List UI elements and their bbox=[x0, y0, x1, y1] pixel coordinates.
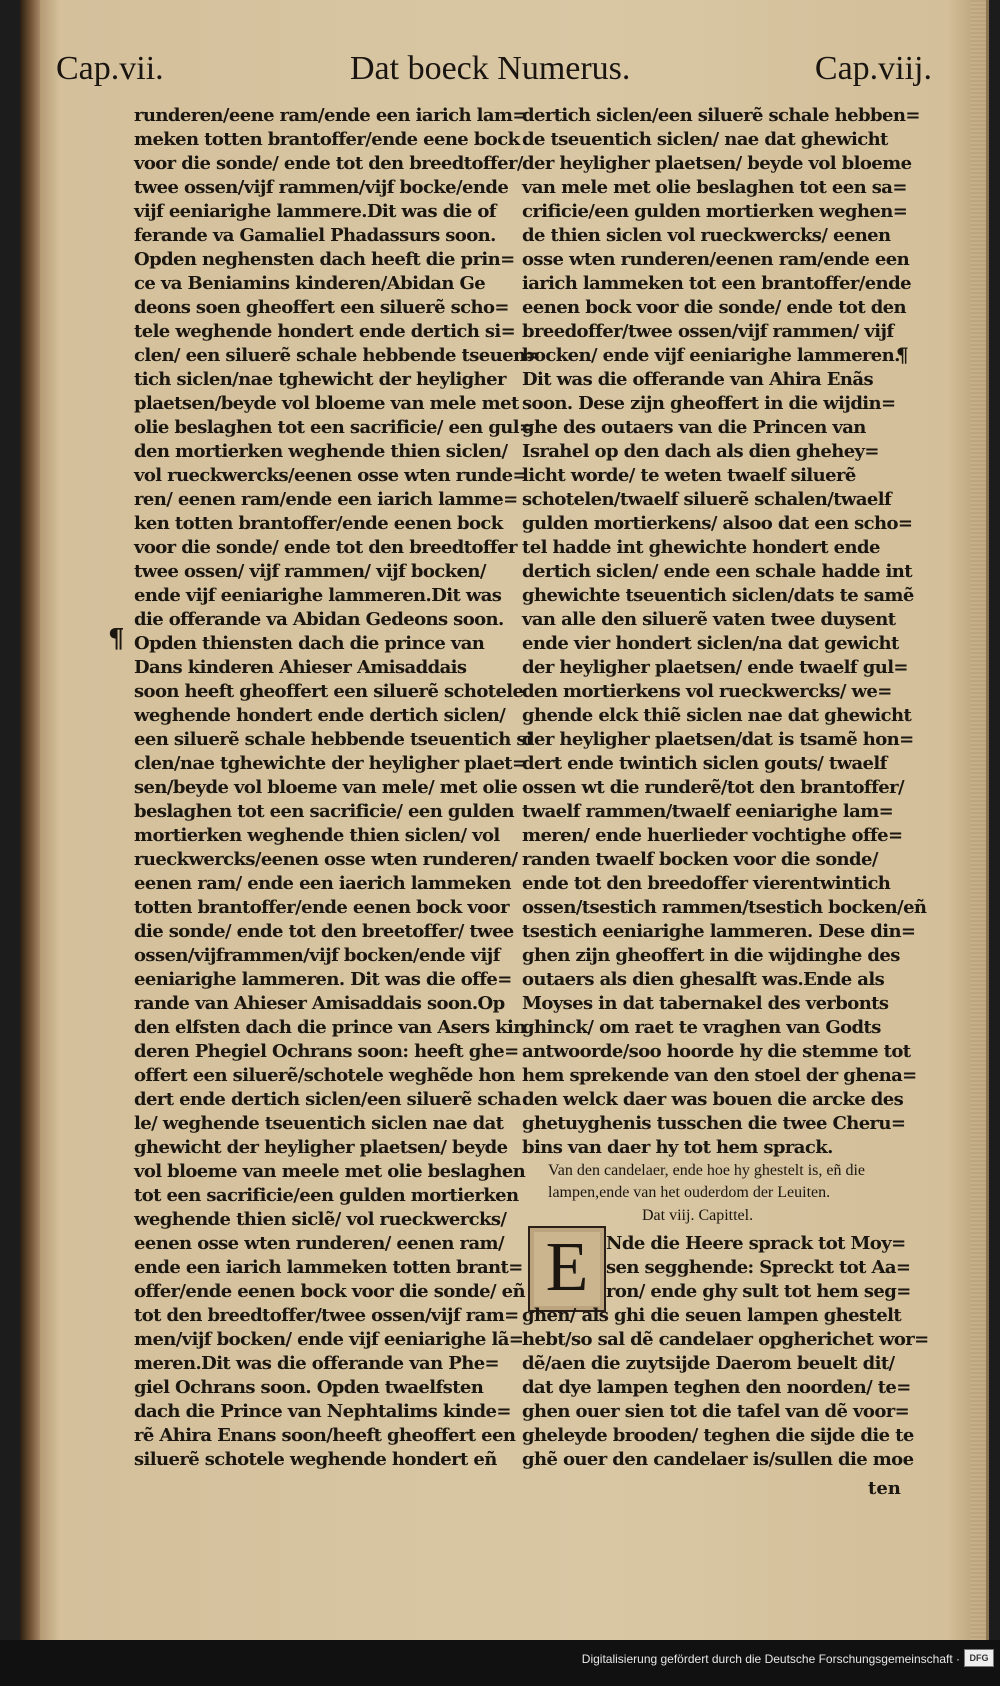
text-line: ron/ ende ghy sult tot hem seg= bbox=[606, 1281, 911, 1302]
text-line: den elfsten dach die prince van Asers kin bbox=[134, 1017, 526, 1038]
text-line: Opden neghensten dach heeft die prin= bbox=[134, 249, 515, 270]
text-line: gulden mortierkens/ alsoo dat een scho= bbox=[522, 513, 913, 534]
text-line: die offerande va Abidan Gedeons soon. bbox=[134, 609, 504, 630]
header-book-title: Dat boeck Numerus. bbox=[350, 50, 631, 87]
text-line: soon. Dese zijn gheoffert in die wijdin= bbox=[522, 393, 896, 414]
text-line: den mortierken weghende thien siclen/ bbox=[134, 441, 508, 462]
text-line: eenen osse wten runderen/ eenen ram/ bbox=[134, 1233, 504, 1254]
text-line: randen twaelf bocken voor die sonde/ bbox=[522, 849, 878, 870]
text-line: vol rueckwercks/eenen osse wten runde= bbox=[134, 465, 527, 486]
text-line: plaetsen/beyde vol bloeme van mele met bbox=[134, 393, 519, 414]
text-line: tele weghende hondert ende dertich si= bbox=[134, 321, 516, 342]
text-line: ken totten brantoffer/ende eenen bock bbox=[134, 513, 503, 534]
text-line: ghetuyghenis tusschen die twee Cheru= bbox=[522, 1113, 906, 1134]
text-line: men/vijf bocken/ ende vijf eeniarighe lã= bbox=[134, 1329, 524, 1350]
text-line: der heyligher plaetsen/ ende twaelf gul= bbox=[522, 657, 908, 678]
page-edge bbox=[970, 0, 986, 1640]
text-line: dert ende dertich siclen/een siluerẽ scha bbox=[134, 1089, 521, 1110]
text-line: ende tot den breedoffer vierentwintich bbox=[522, 873, 891, 894]
text-line: ghinck/ om raet te vraghen van Godts bbox=[522, 1017, 881, 1038]
text-line: twee ossen/ vijf rammen/ vijf bocken/ bbox=[134, 561, 486, 582]
text-line: ghen ouer sien tot die tafel van dẽ voor= bbox=[522, 1401, 910, 1422]
text-line: Moyses in dat tabernakel des verbonts bbox=[522, 993, 889, 1014]
text-line: bins van daer hy tot hem sprack. bbox=[522, 1137, 833, 1158]
text-line: offert een siluerẽ/schotele weghẽde hon bbox=[134, 1065, 515, 1086]
text-line: soon heeft gheoffert een siluerẽ schotele bbox=[134, 681, 524, 702]
paragraph-mark-icon: ¶ bbox=[896, 343, 909, 367]
decorated-initial: E bbox=[528, 1226, 606, 1312]
text-line: Dans kinderen Ahieser Amisaddais bbox=[134, 657, 467, 678]
text-line: die sonde/ ende tot den breetoffer/ twee bbox=[134, 921, 514, 942]
text-line: dertich siclen/een siluerẽ schale hebben= bbox=[522, 105, 920, 126]
text-line: der heyligher plaetsen/ beyde vol bloeme bbox=[522, 153, 912, 174]
text-line: Israhel op den dach als dien ghehey= bbox=[522, 441, 879, 462]
text-line: van alle den siluerẽ vaten twee duysent bbox=[522, 609, 896, 630]
text-line: crificie/een gulden mortierken weghen= bbox=[522, 201, 908, 222]
text-line: rueckwercks/eenen osse wten runderen/ bbox=[134, 849, 518, 870]
text-line: weghende hondert ende dertich siclen/ bbox=[134, 705, 506, 726]
text-line: ghen/ als ghi die seuen lampen ghestelt bbox=[522, 1305, 902, 1326]
text-line: twaelf rammen/twaelf eeniarighe lam= bbox=[522, 801, 894, 822]
right-text-column bbox=[522, 104, 927, 1160]
text-line: de tseuentich siclen/ nae dat ghewicht bbox=[522, 129, 888, 150]
text-line: tot den breedtoffer/twee ossen/vijf ram= bbox=[134, 1305, 519, 1326]
text-line: den welck daer was bouen die arcke des bbox=[522, 1089, 904, 1110]
text-line: outaers als dien ghesalft was.Ende als bbox=[522, 969, 885, 990]
text-line: dat dye lampen teghen den noorden/ te= bbox=[522, 1377, 911, 1398]
text-line: Dit was die offerande van Ahira Enãs bbox=[522, 369, 873, 390]
text-line: dertich siclen/ ende een schale hadde int bbox=[522, 561, 912, 582]
text-line: iarich lammeken tot een brantoffer/ende bbox=[522, 273, 911, 294]
text-line: voor die sonde/ ende tot den breedtoffer/ bbox=[134, 153, 523, 174]
text-line: meren/ ende huerlieder vochtighe offe= bbox=[522, 825, 903, 846]
text-line: ghewicht der heyligher plaetsen/ beyde bbox=[134, 1137, 508, 1158]
text-line: der heyligher plaetsen/dat is tsamẽ hon= bbox=[522, 729, 914, 750]
text-line: ossen/tsestich rammen/tsestich bocken/eñ bbox=[522, 897, 927, 918]
text-line: breedoffer/twee ossen/vijf rammen/ vijf bbox=[522, 321, 894, 342]
chapter-text-column bbox=[522, 1232, 929, 1472]
text-line: ghen zijn gheoffert in die wijdinghe des bbox=[522, 945, 900, 966]
book-spine bbox=[20, 0, 40, 1640]
text-line: offer/ende eenen bock voor die sonde/ eñ bbox=[134, 1281, 525, 1302]
text-line: le/ weghende tseuentich siclen nae dat bbox=[134, 1113, 504, 1134]
text-line: siluerẽ schotele weghende hondert eñ bbox=[134, 1449, 497, 1470]
text-line: ce va Beniamins kinderen/Abidan Ge bbox=[134, 273, 486, 294]
text-line: rande van Ahieser Amisaddais soon.Op bbox=[134, 993, 505, 1014]
text-line: eeniarighe lammeren. Dit was die offe= bbox=[134, 969, 512, 990]
text-line: ghende elck thiẽ siclen nae dat ghewicht bbox=[522, 705, 912, 726]
text-line: weghende thien siclẽ/ vol rueckwercks/ bbox=[134, 1209, 507, 1230]
text-line: dach die Prince van Nephtalims kinde= bbox=[134, 1401, 511, 1422]
text-line: ossen/vijframmen/vijf bocken/ende vijf bbox=[134, 945, 500, 966]
text-line: deons soen gheoffert een siluerẽ scho= bbox=[134, 297, 509, 318]
text-line: dert ende twintich siclen gouts/ twaelf bbox=[522, 753, 887, 774]
text-line: ghe des outaers van die Princen van bbox=[522, 417, 866, 438]
text-line: sen segghende: Spreckt tot Aa= bbox=[606, 1257, 911, 1278]
text-line: ghẽ ouer den candelaer is/sullen die moe bbox=[522, 1449, 914, 1470]
text-line: mortierken weghende thien siclen/ vol bbox=[134, 825, 500, 846]
text-line: ende vier hondert siclen/na dat gewicht bbox=[522, 633, 899, 654]
chapter-title: Dat viij. Capittel. bbox=[642, 1207, 754, 1224]
text-line: ferande va Gamaliel Phadassurs soon. bbox=[134, 225, 496, 246]
text-line: clen/ een siluerẽ schale hebbende tseuen= bbox=[134, 345, 540, 366]
text-line: tel hadde int ghewichte hondert ende bbox=[522, 537, 880, 558]
text-line: een siluerẽ schale hebbende tseuentich si bbox=[134, 729, 533, 750]
text-line: schotelen/twaelf siluerẽ schalen/twaelf bbox=[522, 489, 892, 510]
text-line: rẽ Ahira Enans soon/heeft gheoffert een bbox=[134, 1425, 516, 1446]
chapter-summary: Van den candelaer, ende hoe hy ghestelt is, eñ die lampen,ende van het ouderdom der Leuiten. bbox=[548, 1162, 866, 1201]
text-line: eenen ram/ ende een iaerich lammeken bbox=[134, 873, 511, 894]
text-line: hebt/so sal dẽ candelaer opgherichet wor= bbox=[522, 1329, 929, 1350]
text-line: ossen wt die runderẽ/tot den brantoffer/ bbox=[522, 777, 904, 798]
paragraph-mark-icon: ¶ bbox=[108, 624, 125, 654]
text-line: bocken/ ende vijf eeniarighe lammeren. bbox=[522, 345, 900, 366]
dfg-logo: DFG bbox=[964, 1649, 994, 1667]
text-line: deren Phegiel Ochrans soon: heeft ghe= bbox=[134, 1041, 519, 1062]
text-line: olie beslaghen tot een sacrificie/ een gul= bbox=[134, 417, 534, 438]
text-line: licht worde/ te weten twaelf siluerẽ bbox=[522, 465, 856, 486]
text-line: den mortierkens vol rueckwercks/ we= bbox=[522, 681, 892, 702]
header-chapter-right: Cap.viij. bbox=[814, 50, 932, 87]
text-line: totten brantoffer/ende eenen bock voor bbox=[134, 897, 509, 918]
text-line: ende vijf eeniarighe lammeren.Dit was bbox=[134, 585, 502, 606]
text-line: antwoorde/soo hoorde hy die stemme tot bbox=[522, 1041, 911, 1062]
text-line: de thien siclen vol rueckwercks/ eenen bbox=[522, 225, 891, 246]
text-line: vijf eeniarighe lammere.Dit was die of bbox=[134, 201, 496, 222]
text-line: tot een sacrificie/een gulden mortierken bbox=[134, 1185, 519, 1206]
running-header bbox=[32, 50, 952, 92]
text-line: ren/ eenen ram/ende een iarich lamme= bbox=[134, 489, 518, 510]
text-line: gheleyde brooden/ teghen die sijde die te bbox=[522, 1425, 914, 1446]
text-line: eenen bock voor die sonde/ ende tot den bbox=[522, 297, 907, 318]
text-line: ghewichte tseuentich siclen/dats te samẽ bbox=[522, 585, 914, 606]
text-line: beslaghen tot een sacrificie/ een gulden bbox=[134, 801, 514, 822]
digitization-credit: Digitalisierung gefördert durch die Deutsche Forschungsgemeinschaft · bbox=[581, 1652, 960, 1666]
text-line: ende een iarich lammeken totten brant= bbox=[134, 1257, 523, 1278]
text-line: tsestich eeniarighe lammeren. Dese din= bbox=[522, 921, 916, 942]
text-line: van mele met olie beslaghen tot een sa= bbox=[522, 177, 907, 198]
text-line: giel Ochrans soon. Opden twaelfsten bbox=[134, 1377, 484, 1398]
text-line: dẽ/aen die zuytsijde Daerom beuelt dit/ bbox=[522, 1353, 895, 1374]
text-line: vol bloeme van meele met olie beslaghen bbox=[134, 1161, 526, 1182]
text-line: clen/nae tghewichte der heyligher plaet= bbox=[134, 753, 527, 774]
text-line: Opden thiensten dach die prince van bbox=[134, 633, 485, 654]
text-line: hem sprekende van den stoel der ghena= bbox=[522, 1065, 917, 1086]
text-line: twee ossen/vijf rammen/vijf bocke/ende bbox=[134, 177, 509, 198]
text-line: sen/beyde vol bloeme van mele/ met olie bbox=[134, 777, 518, 798]
text-line: Nde die Heere sprack tot Moy= bbox=[606, 1233, 906, 1254]
text-line: meren.Dit was die offerande van Phe= bbox=[134, 1353, 500, 1374]
left-text-column bbox=[134, 104, 540, 1472]
text-line: tich siclen/nae tghewicht der heyligher bbox=[134, 369, 506, 390]
text-line: voor die sonde/ ende tot den breedtoffer bbox=[134, 537, 517, 558]
catchword: ten bbox=[868, 1478, 901, 1499]
header-chapter-left: Cap.vii. bbox=[56, 50, 164, 87]
text-line: osse wten runderen/eenen ram/ende een bbox=[522, 249, 910, 270]
text-line: meken totten brantoffer/ende eene bock bbox=[134, 129, 520, 150]
text-line: runderen/eene ram/ende een iarich lam= bbox=[134, 105, 527, 126]
